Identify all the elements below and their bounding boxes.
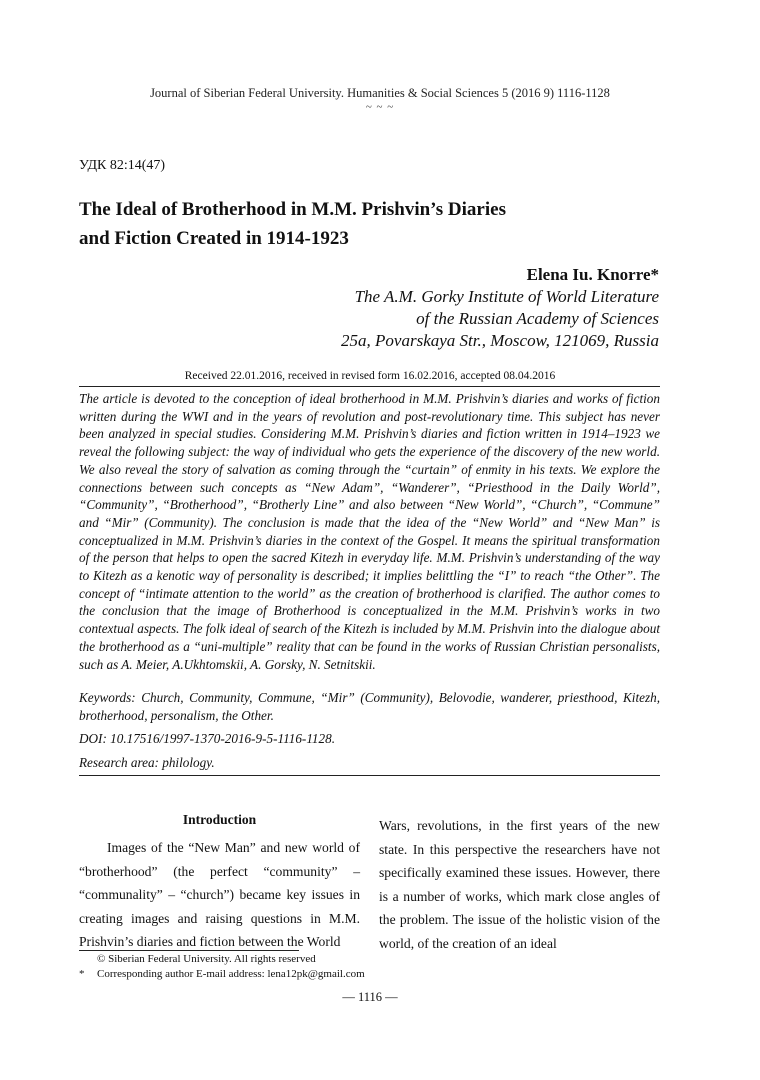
corresponding-author-footnote: Corresponding author E-mail address: lena12pk@gmail.com (97, 968, 365, 980)
author-affiliation (239, 286, 659, 352)
header-ornament: ~ ~ ~ (365, 101, 395, 113)
affiliation-line: The A.M. Gorky Institute of World Literature (354, 287, 659, 306)
title-line-2: and Fiction Created in 1914-1923 (79, 228, 349, 249)
keywords: Keywords: Church, Community, Commune, “Mir” (Community), Belovodie, wanderer, priesthood, Kitezh, brotherhood, personalism, the Other. (79, 690, 660, 723)
footnote-rule (79, 950, 299, 951)
affiliation-line: of the Russian Academy of Sciences (416, 309, 659, 328)
udk-code: УДК 82:14(47) (79, 158, 166, 173)
title-line-1: The Ideal of Brotherhood in M.M. Prishvin’s Diaries (79, 199, 506, 220)
section-heading-introduction: Introduction (182, 812, 257, 827)
copyright-footnote: © Siberian Federal University. All rights reserved (97, 953, 316, 965)
page-number: — 1116 — (342, 990, 398, 1004)
abstract: The article is devoted to the conception of ideal brotherhood in M.M. Prishvin’s diaries and works of fiction written during the WWI and in the years of revolution and post-revolutionary time. This subject has never been analyzed in special studies. Considering M.M. Prishvin’s diaries and fiction written in 1914–1923 we reveal the following subject: the way of individual who gets the experience of the discovery of the new world. We also reveal the story of salvation as coming through the “curtain” of enmity in his texts. We explore the connections between such concepts as “New Adam”, “Wanderer”, “Priesthood in the Daily World”, “Community”, “Brotherhood”, “Brotherly Line” and also between “New World”, “Church”, “Commune” and “Mir” (Community). The conclusion is made that the idea of the “New World” and “New Man” is conceptualized in M.M. Prishvin’s diaries in the context of the Gospel. It means the spiritual transformation of the person that helps to open the sacred Kitezh in everyday life. M.M. Prishvin’s understanding of the way to Kitezh as a kenotic way of personality is described; it implies belittling the “I” to reach “the Other”. The concept of “intimate attention to the world” as the creation of brotherhood is clarified. The author comes to the conclusion that the image of Brotherhood is conceptualized in the M.M. Prishvin’s works in two contextual aspects. The folk ideal of search of the Kitezh is included by M.M. Prishvin into the dialogue about the brotherhood as a “uni-multiple” reality that can be found in the works of Russian Christian personalists, such as A. Meier, A.Ukhtomskii, A. Gorsky, N. Setnitskii. (79, 391, 660, 672)
research-area: Research area: philology. (79, 755, 215, 770)
footnote-asterisk: * (79, 968, 85, 980)
abstract-top-rule (79, 386, 660, 387)
body-left-column: Images of the “New Man” and new world of “brotherhood” (the perfect “community” – “communality” – “church”) became key issues in creating images and raising questions in M.M. Prishvin’s diaries and fiction between the World (79, 840, 360, 949)
doi: DOI: 10.17516/1997-1370-2016-9-5-1116-1128. (79, 731, 336, 746)
body-right-column: Wars, revolutions, in the first years of the new state. In this perspective the researchers have not specifically examined these issues. However, there is a number of works, which mark close angles of the problem. The issue of the holistic vision of the world, of the creation of an ideal (379, 818, 660, 951)
author-name: Elena Iu. Knorre* (526, 265, 659, 284)
article-title (79, 195, 599, 253)
abstract-bottom-rule (79, 775, 660, 776)
journal-header: Journal of Siberian Federal University. Humanities & Social Sciences 5 (2016 9) 1116-1128 (150, 86, 610, 100)
affiliation-line: 25a, Povarskaya Str., Moscow, 121069, Russia (341, 331, 659, 350)
received-dates: Received 22.01.2016, received in revised form 16.02.2016, accepted 08.04.2016 (184, 370, 556, 382)
